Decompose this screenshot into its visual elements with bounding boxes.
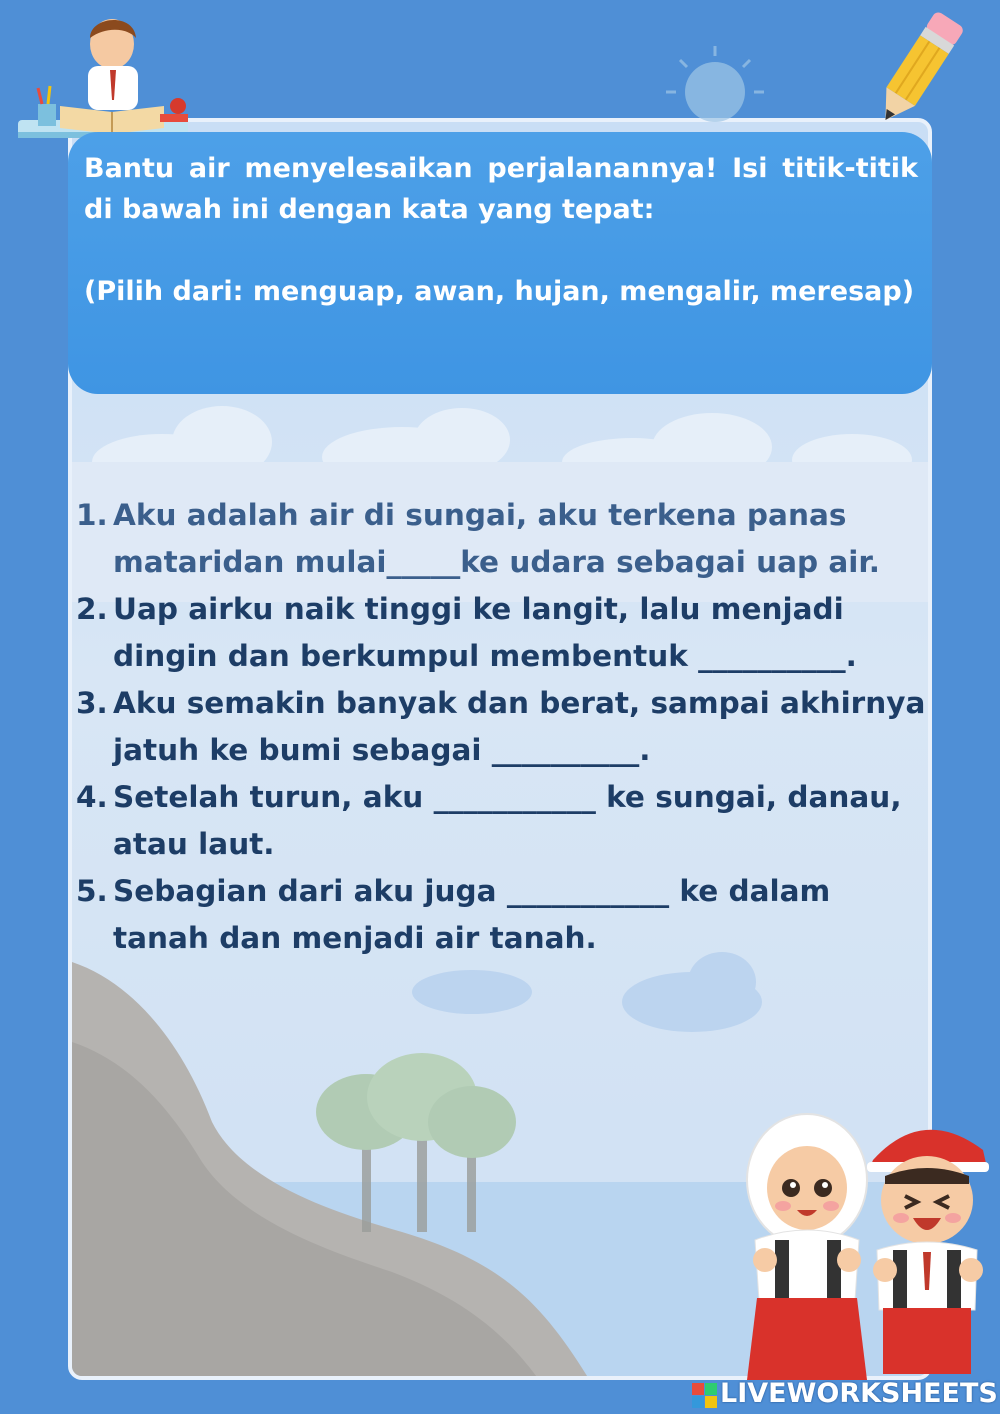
instructions-text: Bantu air menyelesaikan perjalanannya! Isi titik-titik di bawah ini dengan kata yang tepat: — [84, 153, 918, 225]
word-choices: (Pilih dari: menguap, awan, hujan, mengalir, meresap) — [84, 276, 915, 307]
question-text: Sebagian dari aku juga ___________ ke dalam tanah dan menjadi air tanah. — [113, 874, 831, 955]
children-thumbs-up-icon — [735, 1110, 1000, 1410]
instructions-box — [68, 132, 932, 394]
question-text: Setelah turun, aku ___________ ke sungai, danau, atau laut. — [113, 780, 902, 861]
question-number: 3. — [76, 686, 108, 720]
sun-icon — [660, 40, 770, 130]
question-number: 1. — [76, 498, 108, 532]
question-number: 5. — [76, 874, 108, 908]
question-text: Aku adalah air di sungai, aku terkena panas mataridan mulai_____ke udara sebagai uap air. — [113, 498, 880, 579]
question-number: 4. — [76, 780, 108, 814]
watermark-text: LIVEWORKSHEETS — [720, 1378, 998, 1409]
list-item — [76, 586, 936, 680]
list-item — [76, 868, 936, 962]
list-item — [76, 680, 936, 774]
question-number: 2. — [76, 592, 108, 626]
question-text: Uap airku naik tinggi ke langit, lalu menjadi dingin dan berkumpul membentuk __________. — [113, 592, 857, 673]
liveworksheets-logo-icon — [692, 1383, 718, 1409]
pencil-icon — [860, 0, 980, 135]
question-list — [76, 492, 936, 962]
list-item — [76, 492, 936, 586]
question-text: Aku semakin banyak dan berat, sampai akhirnya jatuh ke bumi sebagai __________. — [113, 686, 926, 767]
student-reading-icon — [10, 8, 195, 148]
list-item — [76, 774, 936, 868]
